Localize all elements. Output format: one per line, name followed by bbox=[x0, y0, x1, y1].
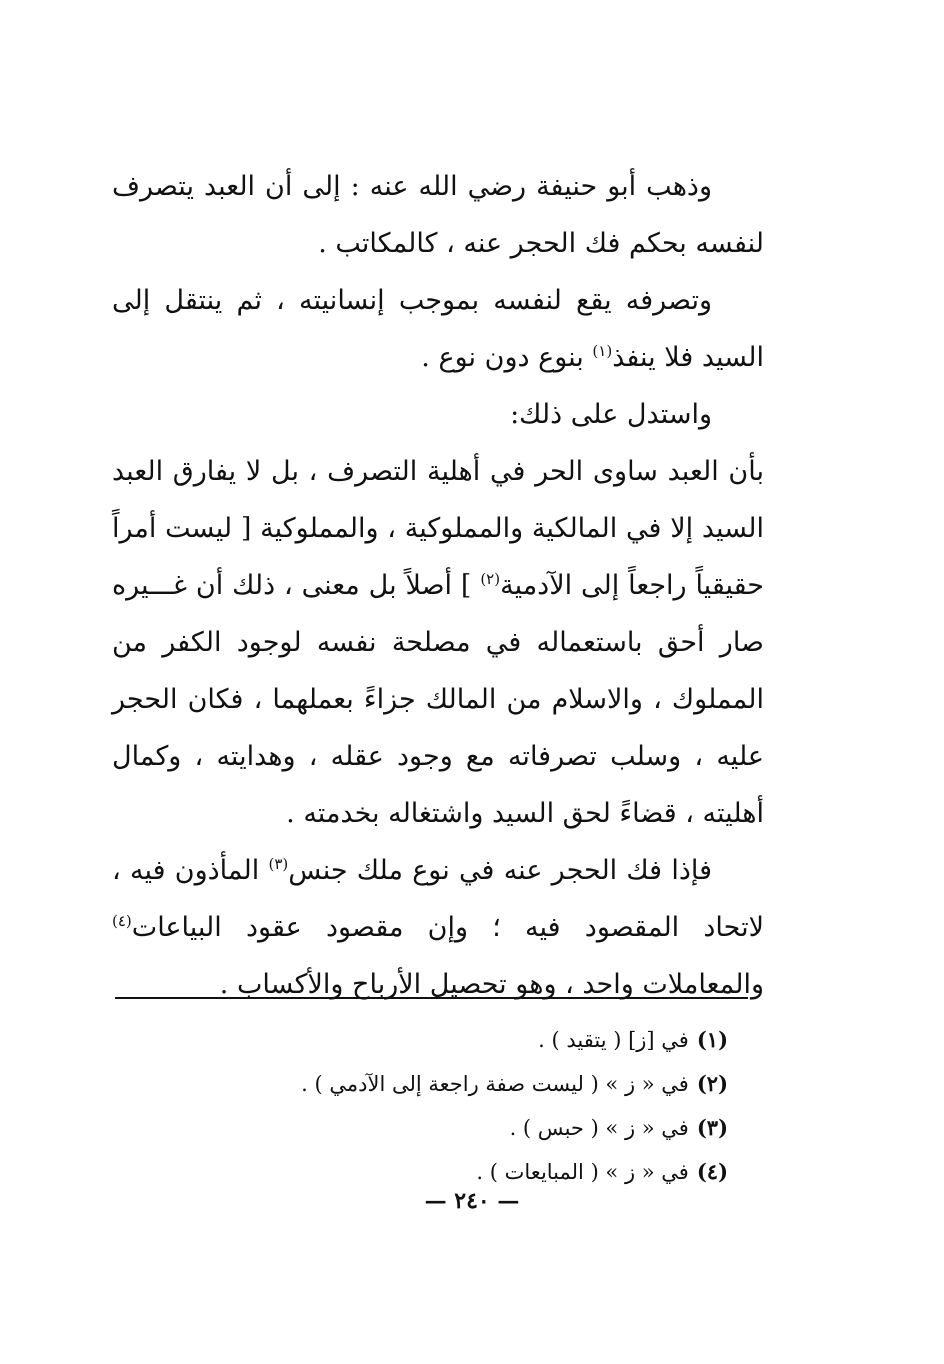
footnote-divider bbox=[115, 997, 748, 999]
footnote-marker-2: (٢) bbox=[480, 570, 501, 588]
main-text bbox=[112, 158, 764, 1013]
footnote-marker-1: (١) bbox=[592, 342, 613, 360]
paragraph-4-text-after: ] أصلاً بل معنى ، ذلك أن غـــيره صار أحق باستعماله في مصلحة نفسه لوجود الكفر من المملوك ، والاسلام من المالك جزاءً بعملهما ، فكان الحجر عليه ، وسلب تصرفاته مع وجود عقله ، وهدايته ، وكمال أهليته ، قضاءً لحق السيد واشتغاله بخدمته . bbox=[112, 570, 764, 829]
footnote-2-text: في « ز » ( ليست صفة راجعة إلى الآدمي ) . bbox=[301, 1072, 689, 1096]
page-number: — ٢٤٠ — bbox=[424, 1188, 520, 1214]
paragraph-1-text: وذهب أبو حنيفة رضي الله عنه : إلى أن العبد يتصرف لنفسه بحكم فك الحجر عنه ، كالمكاتب . bbox=[112, 171, 764, 259]
paragraph-4-text-before: بأن العبد ساوى الحر في أهلية التصرف ، بل لا يفارق العبد السيد إلا في المالكية والمملوكية ، والمملوكية [ ليست أمراً حقيقياً راجعاً إلى الآدمية bbox=[112, 456, 764, 601]
paragraph-5-text-after: والمعاملات واحد ، وهو تحصيل الأرباح والأكساب . bbox=[219, 969, 764, 1000]
paragraph-5-text-middle: المأذون فيه ، لاتحاد المقصود فيه ؛ وإن مقصود عقود البياعات bbox=[112, 855, 764, 943]
footnote-1-text: في [ز] ( يتقيد ) . bbox=[538, 1028, 689, 1052]
footnote-3-text: في « ز » ( حبس ) . bbox=[509, 1116, 689, 1140]
paragraph-5-text-before: فإذا فك الحجر عنه في نوع ملك جنس bbox=[288, 855, 713, 886]
paragraph-2 bbox=[112, 272, 764, 386]
paragraph-4 bbox=[112, 443, 764, 842]
footnote-1-number: (١) bbox=[696, 1027, 728, 1052]
footnote-marker-4: (٤) bbox=[112, 912, 132, 930]
footnote-2-number: (٢) bbox=[696, 1071, 728, 1096]
paragraph-2-text-before: وتصرفه يقع لنفسه بموجب إنسانيته ، ثم ينتقل إلى السيد فلا ينفذ bbox=[112, 285, 764, 373]
footnote-4-text: في « ز » ( المبايعات ) . bbox=[476, 1160, 689, 1184]
paragraph-3 bbox=[112, 386, 764, 443]
footnote-2 bbox=[150, 1062, 728, 1106]
paragraph-1 bbox=[112, 158, 764, 272]
footnote-1 bbox=[150, 1018, 728, 1062]
footnote-3 bbox=[150, 1106, 728, 1150]
footnote-4-number: (٤) bbox=[696, 1159, 728, 1184]
footnote-3-number: (٣) bbox=[696, 1115, 728, 1140]
footnotes bbox=[150, 1018, 728, 1194]
footnote-marker-3: (٣) bbox=[268, 855, 289, 873]
paragraph-5 bbox=[112, 842, 764, 1013]
paragraph-3-text: واستدل على ذلك: bbox=[510, 399, 712, 430]
paragraph-2-text-after: بنوع دون نوع . bbox=[421, 342, 593, 373]
